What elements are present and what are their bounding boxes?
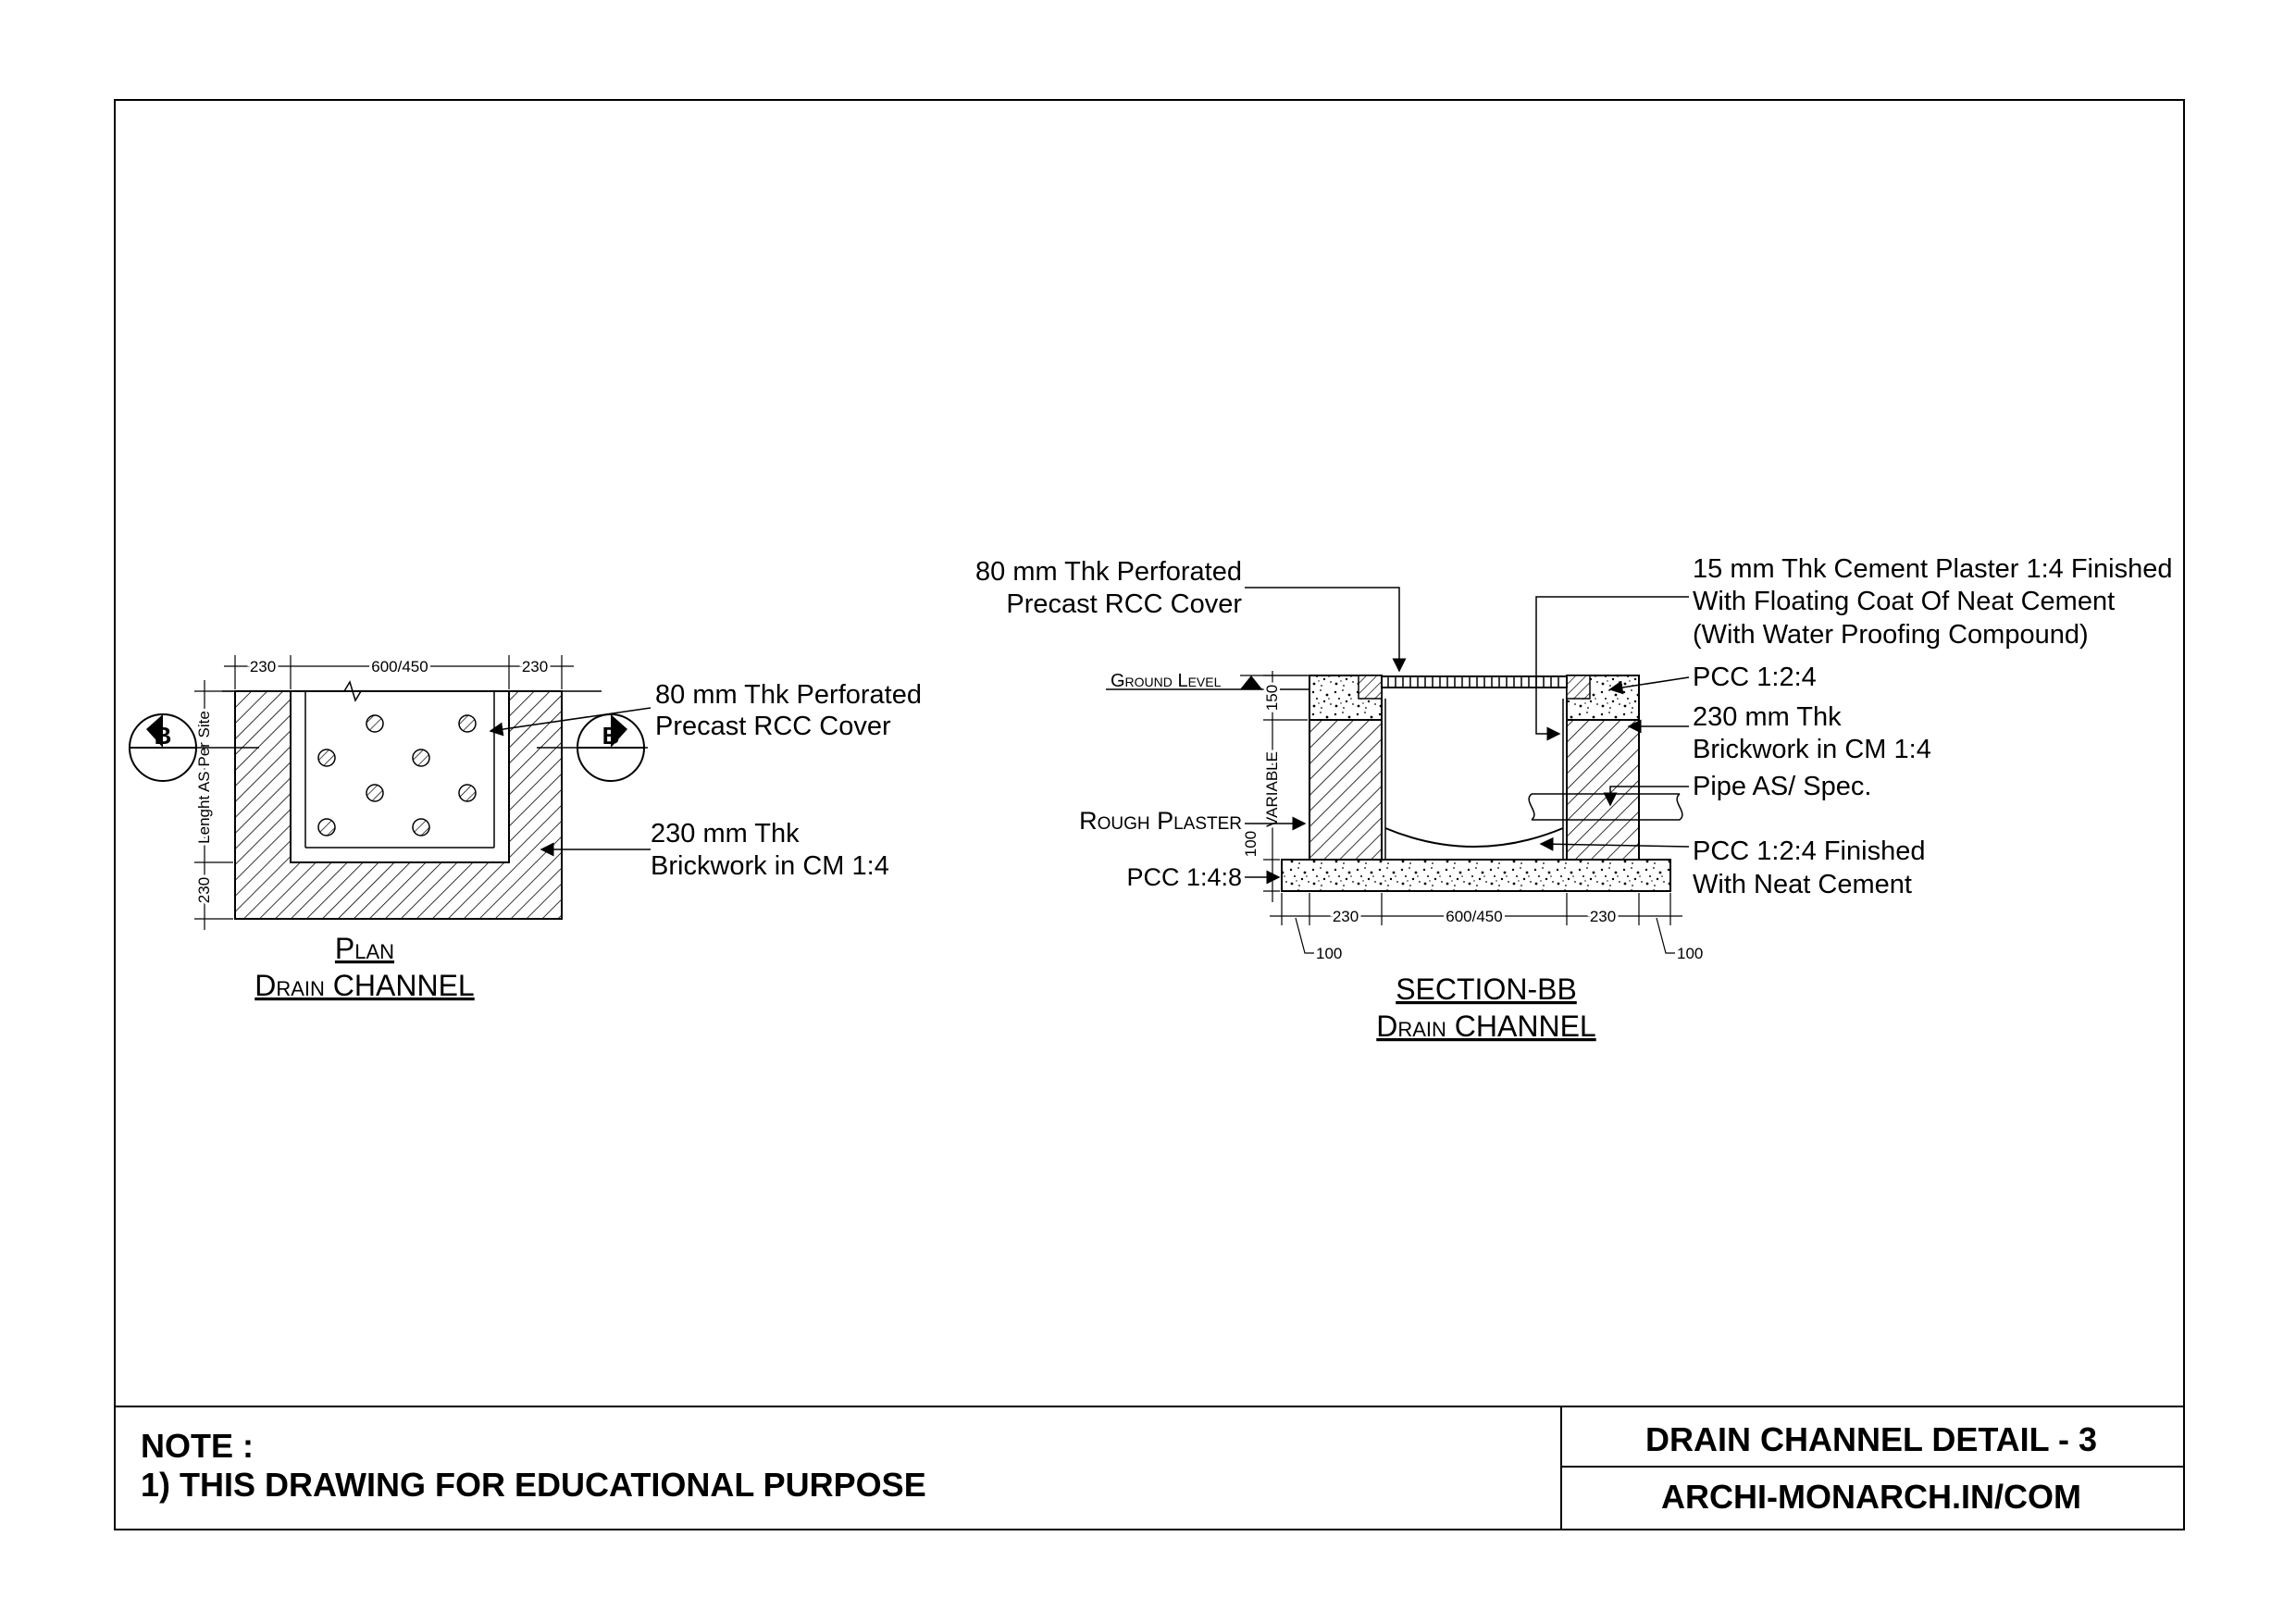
- website: ARCHI-MONARCH.IN/COM: [1661, 1478, 2081, 1516]
- rough-plaster-label: Rough Plaster: [1079, 807, 1242, 835]
- section-subtitle: Drain CHANNEL: [1376, 1010, 1596, 1043]
- pcc-top-label: PCC 1:2:4: [1693, 663, 1817, 692]
- section-dim-bottom-2: 600/450: [1446, 908, 1503, 925]
- plan-dim-top-3: 230: [521, 658, 549, 675]
- svg-text:B: B: [154, 722, 172, 750]
- svg-text:B: B: [602, 722, 620, 750]
- section-dim-100-left: 100: [1316, 945, 1343, 962]
- plan-dim-bottom: 230: [195, 876, 213, 904]
- plan-brick-label-2: Brickwork in CM 1:4: [651, 851, 889, 881]
- pcc-finish-label-1: PCC 1:2:4 Finished: [1693, 836, 1926, 866]
- section-invert: [1385, 828, 1563, 847]
- plan-subtitle: Drain CHANNEL: [254, 969, 475, 1002]
- plaster-label-3: (With Water Proofing Compound): [1693, 620, 2089, 650]
- section-cover: [1382, 676, 1567, 688]
- title-block: [115, 1406, 2184, 1530]
- section-dim-bottom-1: 230: [1332, 908, 1359, 925]
- note-1: 1) THIS DRAWING FOR EDUCATIONAL PURPOSE: [141, 1466, 926, 1504]
- section-drawing: [975, 554, 2172, 1043]
- section-dim-bottom-3: 230: [1589, 908, 1617, 925]
- plan-brick-label-1: 230 mm Thk: [651, 819, 800, 849]
- plan-dim-length: Lenght AS Per Site: [195, 711, 213, 844]
- note-heading: NOTE :: [141, 1427, 254, 1465]
- drawing-title: DRAIN CHANNEL DETAIL - 3: [1644, 1420, 2098, 1458]
- plan-cover: [291, 691, 509, 862]
- section-wall-left: [1309, 720, 1382, 860]
- plan-title: Plan: [334, 932, 395, 965]
- plan-cover-label-2: Precast RCC Cover: [655, 712, 891, 741]
- plan-dim-top-2: 600/450: [371, 658, 428, 675]
- dim-100-vertical: 100: [1242, 830, 1260, 858]
- pipe-label: Pipe AS/ Spec.: [1693, 772, 1872, 801]
- plaster-label-2: With Floating Coat Of Neat Cement: [1693, 587, 2116, 616]
- dim-variable: VARIABLE: [1263, 751, 1281, 827]
- pcc-finish-label-2: With Neat Cement: [1693, 870, 1912, 899]
- section-brick-label-1: 230 mm Thk: [1693, 702, 1842, 732]
- section-cover-label-1: 80 mm Thk Perforated: [975, 557, 1242, 587]
- plan-dim-top-1: 230: [249, 658, 277, 675]
- pcc-base-label: PCC 1:4:8: [1126, 863, 1242, 891]
- section-title: SECTION-BB: [1396, 973, 1577, 1006]
- plan-drawing: [130, 655, 922, 1002]
- plan-cover-label-1: 80 mm Thk Perforated: [655, 680, 922, 710]
- ground-level-label: Ground Level: [1111, 671, 1222, 691]
- section-cover-label-2: Precast RCC Cover: [1006, 589, 1242, 619]
- section-pcc-base: [1282, 860, 1670, 891]
- section-wall-right: [1567, 720, 1639, 860]
- plaster-label-1: 15 mm Thk Cement Plaster 1:4 Finished: [1693, 554, 2173, 584]
- section-brick-label-2: Brickwork in CM 1:4: [1693, 735, 1931, 764]
- dim-150: 150: [1263, 684, 1281, 712]
- section-dim-100-right: 100: [1677, 945, 1704, 962]
